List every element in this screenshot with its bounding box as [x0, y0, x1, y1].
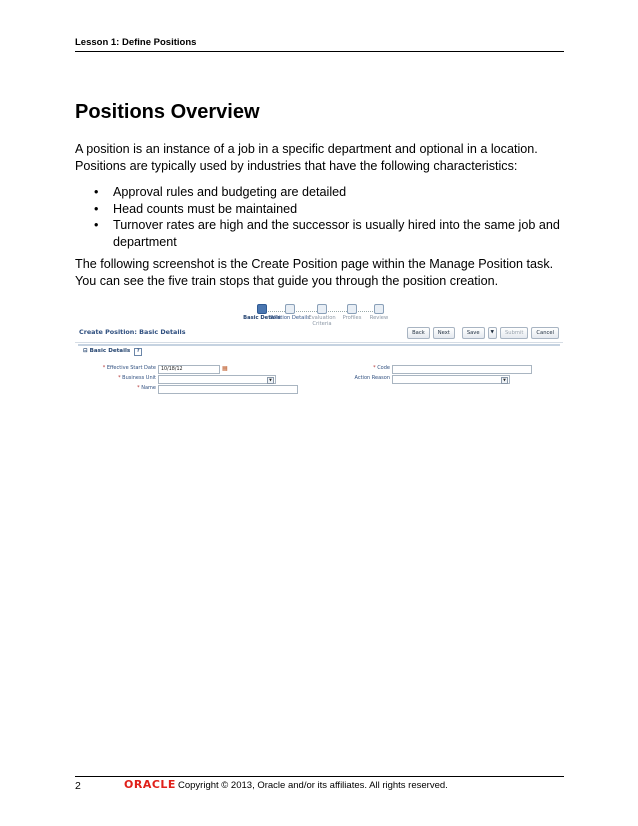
- panel-title: Basic Details: [89, 348, 131, 354]
- list-item-text: Head counts must be maintained: [113, 201, 298, 216]
- header-divider: [75, 342, 563, 343]
- calendar-icon[interactable]: ▦: [222, 365, 228, 372]
- section-title: Positions Overview: [75, 101, 260, 123]
- train-node-icon: [285, 304, 295, 314]
- bullet-icon: •: [94, 218, 99, 232]
- page-title: Create Position: Basic Details: [79, 328, 186, 336]
- back-button[interactable]: Back: [407, 327, 430, 339]
- code-field[interactable]: [392, 365, 532, 374]
- business-unit-label: * Business Unit: [118, 375, 156, 381]
- header-rule: [75, 51, 564, 52]
- train-node-icon: [374, 304, 384, 314]
- save-button[interactable]: Save: [462, 327, 485, 339]
- chevron-down-icon[interactable]: ▼: [501, 377, 508, 384]
- train-stop-label: Review: [369, 315, 389, 321]
- collapse-icon[interactable]: ⊟: [83, 348, 88, 354]
- required-marker: *: [137, 385, 140, 391]
- lesson-header: Lesson 1: Define Positions: [75, 37, 197, 48]
- train-stop-label: Evaluation Criteria: [308, 315, 336, 327]
- list-item: [75, 184, 575, 201]
- page-number: 2: [75, 780, 81, 792]
- submit-button[interactable]: Submit: [500, 327, 528, 339]
- copyright-text: Copyright © 2013, Oracle and/or its affiliates. All rights reserved.: [178, 780, 448, 791]
- help-icon[interactable]: ?: [134, 348, 142, 356]
- characteristics-list: [75, 184, 575, 250]
- train-stop-label: Basic Details: [243, 315, 281, 321]
- effective-start-date-label: * Effective Start Date: [102, 365, 156, 371]
- business-unit-select[interactable]: [158, 375, 276, 384]
- toolbar: [407, 327, 559, 339]
- list-item-text: Approval rules and budgeting are detailed: [113, 185, 347, 199]
- action-reason-label: Action Reason: [354, 375, 390, 381]
- intro-paragraph: A position is an instance of a job in a specific department and optional in a location. Positions are typically used by industries that have the following characteristics:: [75, 142, 538, 173]
- save-dropdown-button[interactable]: ▼: [488, 327, 497, 339]
- name-label: * Name: [137, 385, 156, 391]
- train-node-icon: [347, 304, 357, 314]
- next-button[interactable]: Next: [433, 327, 455, 339]
- train-node-icon: [317, 304, 327, 314]
- page-header: [75, 326, 563, 342]
- code-label: * Code: [373, 365, 390, 371]
- chevron-down-icon[interactable]: ▼: [267, 377, 274, 384]
- list-item-text: Turnover rates are high and the successor is usually hired into the same job and department: [113, 218, 560, 249]
- required-marker: *: [373, 365, 376, 371]
- train-stop-label: Position Details: [270, 315, 310, 321]
- basic-details-panel: [78, 344, 560, 400]
- footer-rule: [75, 776, 564, 777]
- required-marker: *: [102, 365, 106, 371]
- screenshot-intro-paragraph: The following screenshot is the Create Position page within the Manage Position task. You can see the five train stops that guide you through the position creation.: [75, 257, 554, 288]
- train-stop-review[interactable]: [359, 304, 399, 321]
- panel-header[interactable]: [83, 348, 142, 356]
- list-item: [75, 217, 575, 250]
- required-marker: *: [118, 375, 121, 381]
- train-stop-label: Profiles: [342, 315, 362, 321]
- list-item: [75, 201, 575, 218]
- effective-start-date-field[interactable]: 10/18/12: [158, 365, 220, 374]
- train-node-icon: [257, 304, 267, 314]
- cancel-button[interactable]: Cancel: [531, 327, 559, 339]
- name-field[interactable]: [158, 385, 298, 394]
- create-position-screenshot: [75, 300, 563, 400]
- action-reason-select[interactable]: [392, 375, 510, 384]
- bullet-icon: •: [94, 185, 99, 199]
- oracle-logo: ORACLE: [124, 778, 176, 791]
- bullet-icon: •: [94, 201, 99, 216]
